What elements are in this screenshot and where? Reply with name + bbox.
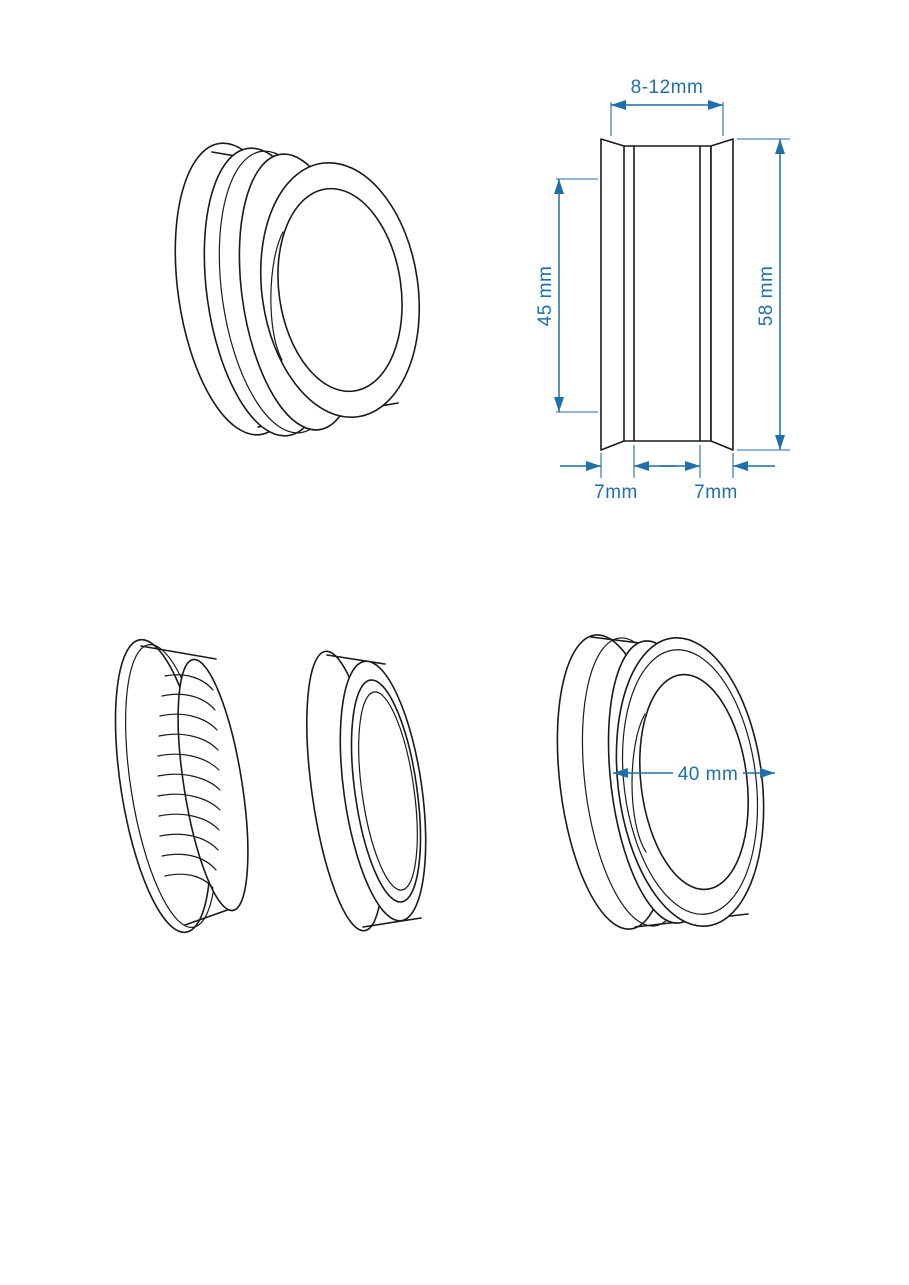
dimension-gap-width (611, 77, 723, 136)
view-iso-ring-bottom-center (293, 647, 440, 935)
view-iso-assembled-top-left (158, 135, 435, 444)
view-iso-bore-bottom-right (542, 629, 779, 936)
dim-label-right-flange: 7mm (694, 482, 738, 503)
view-iso-threaded-male-bottom-left (98, 633, 261, 938)
dimension-left-flange-thickness (560, 445, 676, 503)
dim-label-outer-height: 58 mm (756, 265, 777, 327)
dimension-outer-height (737, 139, 790, 450)
dim-label-gap-width: 8-12mm (630, 77, 704, 98)
dimension-inner-height (535, 179, 598, 412)
dim-label-left-flange: 7mm (594, 482, 638, 503)
dim-label-bore-diameter: 40 mm (677, 764, 739, 785)
dimension-right-flange-thickness (660, 445, 775, 503)
view-section-top-right (535, 77, 790, 503)
dim-label-inner-height: 45 mm (535, 265, 556, 327)
